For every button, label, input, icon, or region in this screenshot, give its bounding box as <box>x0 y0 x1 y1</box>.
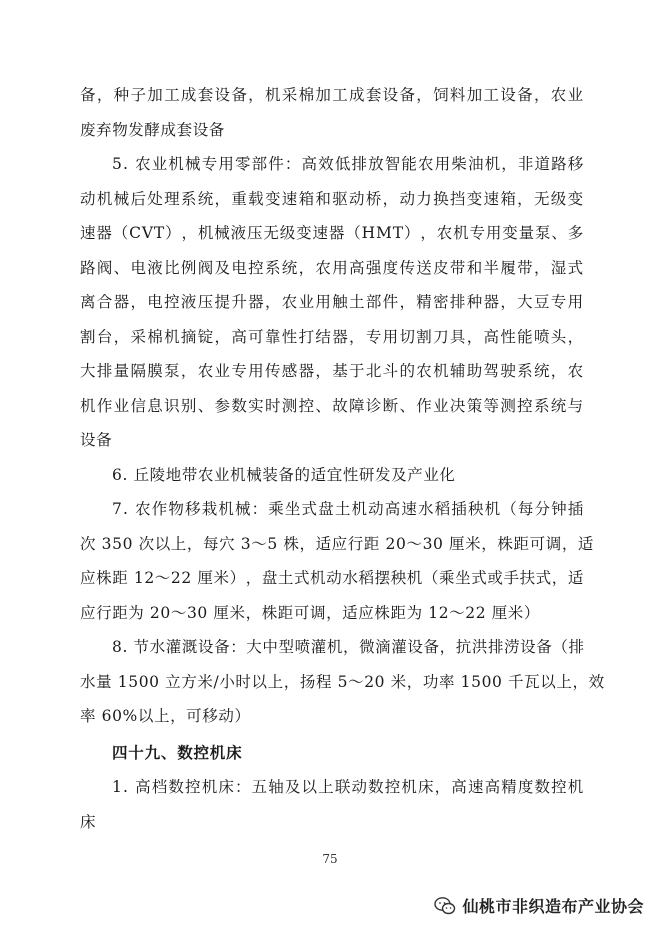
watermark <box>434 894 644 917</box>
final-paragraph <box>80 770 584 839</box>
section-heading: 四十九、数控机床 <box>112 743 243 762</box>
paragraph <box>80 458 584 493</box>
paragraph <box>80 770 584 839</box>
text-line: 7 . 农 作 物 移 栽 机 械 ： 乘 坐 式 盘 土 机 动 高 速 水 稻 插 秧 机 （ 每 分 钟 插 <box>112 500 584 518</box>
paragraph <box>80 492 595 630</box>
text-line: 机 作 业 信 息 识 别 、 参 数 实 时 测 控 、 故 障 诊 断 、 作 业 决 策 等 测 控 系 统 与 <box>80 396 584 415</box>
paragraph <box>80 630 605 734</box>
wechat-icon <box>434 896 456 916</box>
text-line: 大 排 量 隔 膜 泵 ， 农 业 专 用 传 感 器 ， 基 于 北 斗 的 农 机 辅 助 驾 驶 系 统 ， 农 <box>80 362 584 380</box>
text-line: 速 器 （ C V T ） ， 机 械 液 压 无 级 变 速 器 （ H M T ） ， 农 机 专 用 变 量 泵 、 多 <box>80 224 584 242</box>
text-line: 8 . 节 水 灌 溉 设 备 ： 大 中 型 喷 灌 机 ， 微 滴 灌 设 备 ， 抗 洪 排 涝 设 备 （ 排 <box>112 638 585 656</box>
text-line: 废弃物发酵成套设备 <box>80 120 225 139</box>
paragraph-list <box>80 78 605 734</box>
text-line: 备 ， 种 子 加 工 成 套 设 备 ， 机 采 棉 加 工 成 套 设 备 ， 饲 料 加 工 设 备 ， 农 业 <box>80 86 584 104</box>
text-line: 设备 <box>80 431 113 449</box>
text-line: 6. 丘陵地带农业机械装备的适宜性研发及产业化 <box>112 465 456 484</box>
text-line: 路 阀 、 电 液 比 例 阀 及 电 控 系 统 ， 农 用 高 强 度 传 送 皮 带 和 半 履 带 ， 湿 式 <box>80 258 584 277</box>
text-line: 1 . 高 档 数 控 机 床 ： 五 轴 及 以 上 联 动 数 控 机 床 ， 高 速 高 精 度 数 控 机 <box>112 778 584 796</box>
text-line: 割 台 ， 采 棉 机 摘 锭 ， 高 可 靠 性 打 结 器 ， 专 用 切 割 刀 具 ， 高 性 能 喷 头 ， <box>80 327 584 346</box>
paragraph <box>80 147 584 458</box>
text-line: 率 60%以上，可移动） <box>80 707 251 725</box>
page-number: 75 <box>322 852 338 866</box>
text-line: 离 合 器 ， 电 控 液 压 提 升 器 ， 农 业 用 触 土 部 件 ， 精 密 排 种 器 ， 大 豆 专 用 <box>80 293 584 311</box>
text-line: 次 3 5 0 次 以 上 ， 每 穴 3 ～ 5 株 ， 适 应 行 距 2 0 ～ 3 0 厘 米 ， 株 距 可 调 ， 适 <box>80 534 595 553</box>
watermark-text: 仙桃市非织造布产业协会 <box>462 897 644 916</box>
text-line: 水 量 1 5 0 0 立 方 米 / 小 时 以 上 ， 扬 程 5 ～ 2 0 米 ， 功 率 1 5 0 0 千 瓦 以 上 ， 效 <box>80 672 605 691</box>
text-line: 床 <box>80 812 97 831</box>
page-content <box>80 78 605 839</box>
text-line: 动 机 械 后 处 理 系 统 ， 重 载 变 速 箱 和 驱 动 桥 ， 动 力 换 挡 变 速 箱 ， 无 级 变 <box>80 189 584 208</box>
text-line: 5 . 农 业 机 械 专 用 零 部 件 ： 高 效 低 排 放 智 能 农 用 柴 油 机 ， 非 道 路 移 <box>112 155 584 173</box>
paragraph <box>80 78 584 147</box>
text-line: 应行距为 20～30 厘米，株距可调，适应株距为 12～22 厘米） <box>80 603 541 622</box>
text-line: 应 株 距 1 2 ～ 2 2 厘 米 ） ， 盘 土 式 机 动 水 稻 摆 秧 机 （ 乘 坐 式 或 手 扶 式 ， 适 <box>80 569 584 587</box>
